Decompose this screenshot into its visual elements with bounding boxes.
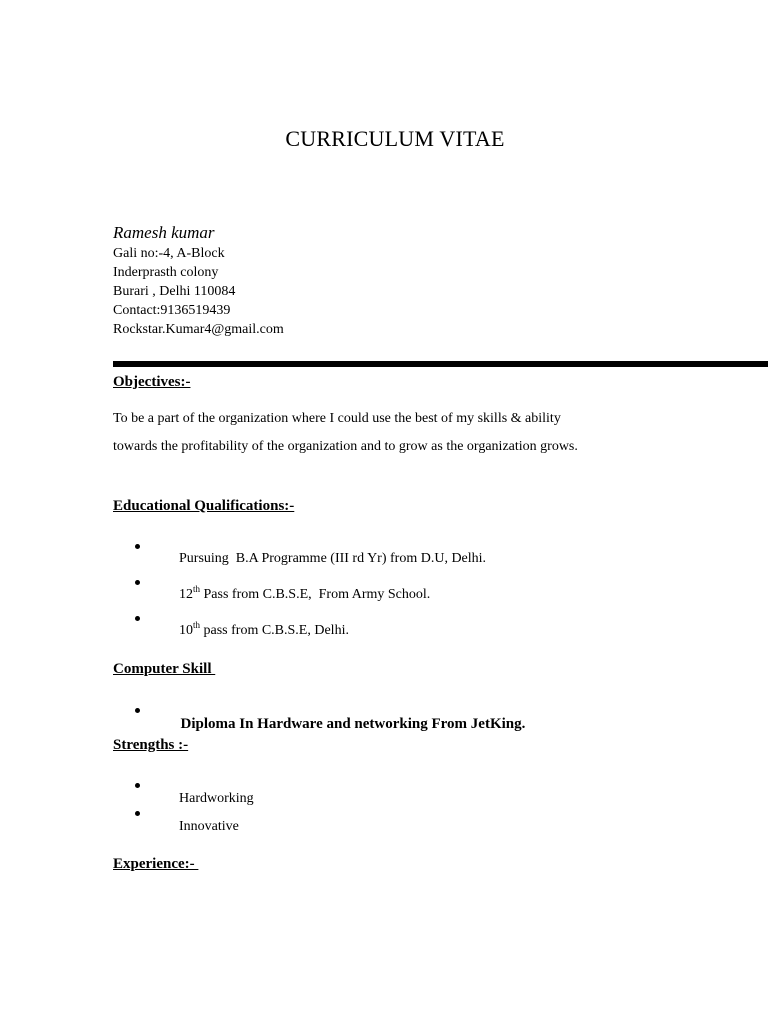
document-title: CURRICULUM VITAE [285,126,505,151]
education-item: Pursuing B.A Programme (III rd Yr) from D.U, Delhi. [113,535,486,571]
strengths-heading: Strengths :- [113,737,189,753]
contact-email: Rockstar.Kumar4@gmail.com [113,322,284,337]
applicant-name: Ramesh kumar [113,223,215,242]
bullet-icon [135,783,140,788]
computer-skill-heading: Computer Skill [113,661,216,677]
contact-block [113,222,284,339]
objectives-line-1: To be a part of the organization where I could use the best of my skills & ability [113,411,561,426]
strength-item: Hardworking [113,775,254,803]
education-heading: Educational Qualifications:- [113,498,295,514]
strength-item: Innovative [113,803,254,831]
education-item: 10th pass from C.B.S.E, Delhi. [113,607,486,643]
contact-phone: Contact:9136519439 [113,303,231,318]
address-line-2: Inderprasth colony [113,265,219,280]
section-divider [113,361,768,367]
experience-heading: Experience:- [113,856,199,872]
education-item: 12th Pass from C.B.S.E, From Army School. [113,571,486,607]
bullet-icon [135,544,140,549]
address-line-3: Burari , Delhi 110084 [113,284,236,299]
address-line-1: Gali no:-4, A-Block [113,246,225,261]
education-list [113,535,486,643]
bullet-icon [135,580,140,585]
computer-skill-item: Diploma In Hardware and networking From JetKing. [113,699,525,721]
bullet-icon [135,708,140,713]
bullet-icon [135,616,140,621]
bullet-icon [135,811,140,816]
computer-skill-list [113,699,526,732]
strengths-list [113,775,254,834]
objectives-line-2: towards the profitability of the organization and to grow as the organization grows. [113,439,578,454]
objectives-heading: Objectives:- [113,374,191,390]
